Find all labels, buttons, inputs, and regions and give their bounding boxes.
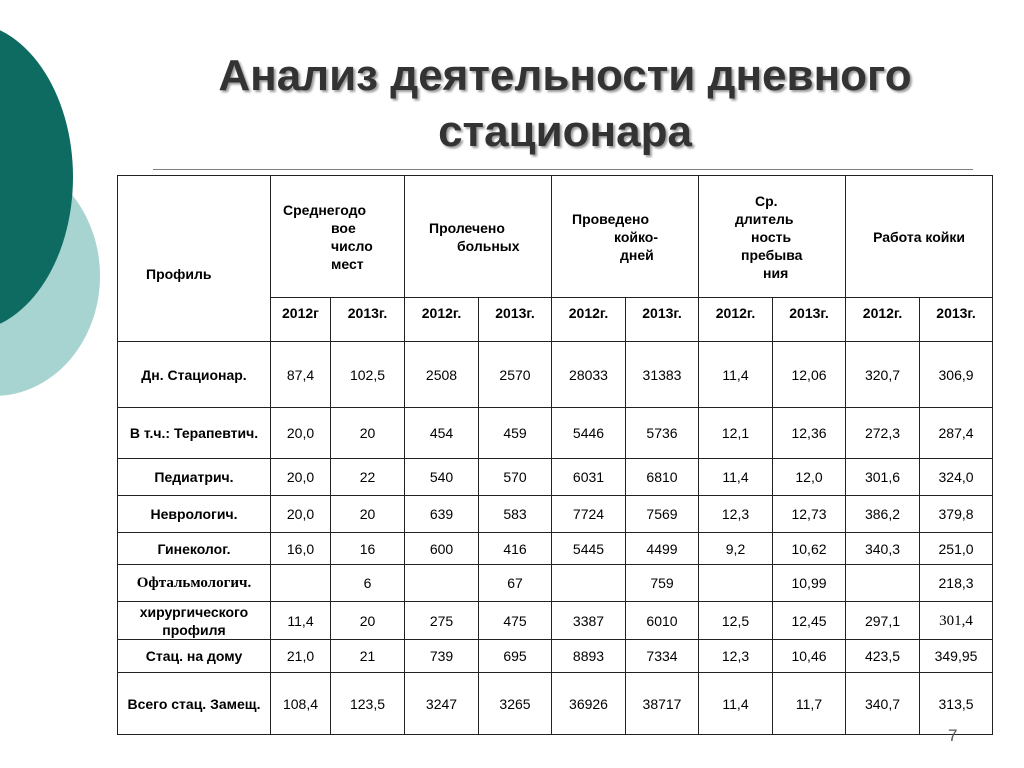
table-cell: 600 — [405, 533, 479, 565]
table-cell: 275 — [405, 602, 479, 640]
header-treated — [405, 176, 552, 298]
table-cell: 9,2 — [699, 533, 773, 565]
table-cell: 36926 — [552, 673, 626, 735]
table-cell: 251,0 — [920, 533, 993, 565]
table-row — [118, 640, 993, 673]
year-header-cell: 2012г. — [846, 298, 920, 342]
year-header-cell: 2013г. — [331, 298, 405, 342]
row-label: хирургического профиля — [118, 602, 271, 640]
table-cell: 8893 — [552, 640, 626, 673]
slide-title — [150, 48, 980, 160]
table-cell: 340,7 — [846, 673, 920, 735]
table-cell: 349,95 — [920, 640, 993, 673]
table-cell: 12,45 — [773, 602, 846, 640]
table-cell: 11,4 — [699, 459, 773, 496]
row-label: Офтальмологич. — [118, 565, 271, 602]
table-cell: 540 — [405, 459, 479, 496]
title-line-1: Анализ деятельности дневного — [218, 51, 912, 100]
row-label: Стац. на дому — [118, 640, 271, 673]
table-cell — [271, 565, 331, 602]
table-cell: 11,4 — [699, 673, 773, 735]
table-cell — [846, 565, 920, 602]
table-cell: 20 — [331, 496, 405, 533]
activity-table — [117, 175, 993, 735]
table-cell: 10,62 — [773, 533, 846, 565]
header-avg-beds-line-1: Среднегодо — [283, 201, 367, 218]
table-cell: 20,0 — [271, 496, 331, 533]
table-cell: 218,3 — [920, 565, 993, 602]
header-avg-stay-line-2: длитель — [735, 210, 794, 227]
header-bed-days-line-2: койко- — [614, 228, 659, 245]
table-cell: 20 — [331, 408, 405, 459]
header-avg-stay-line-1: Ср. — [755, 192, 778, 209]
table-cell: 2508 — [405, 342, 479, 408]
table-cell: 12,1 — [699, 408, 773, 459]
table-cell: 12,73 — [773, 496, 846, 533]
year-header-cell: 2012г. — [552, 298, 626, 342]
table-cell: 7724 — [552, 496, 626, 533]
table-cell: 11,4 — [699, 342, 773, 408]
table-cell — [699, 565, 773, 602]
table-row — [118, 496, 993, 533]
header-avg-stay-line-5: ния — [763, 264, 789, 281]
table-row — [118, 602, 993, 640]
row-label: Дн. Стационар. — [118, 342, 271, 408]
header-row — [118, 176, 993, 298]
header-treated-line-1: Пролечено — [429, 219, 505, 236]
table-cell: 21,0 — [271, 640, 331, 673]
title-line-2: стационара — [438, 107, 692, 156]
table-cell: 123,5 — [331, 673, 405, 735]
table-cell: 6 — [331, 565, 405, 602]
year-header-cell: 2013г. — [479, 298, 552, 342]
table-cell: 739 — [405, 640, 479, 673]
year-header-cell: 2012г. — [699, 298, 773, 342]
row-label: Педиатрич. — [118, 459, 271, 496]
table-cell: 16,0 — [271, 533, 331, 565]
header-profile: Профиль — [118, 176, 271, 342]
table-cell: 12,3 — [699, 640, 773, 673]
table-cell: 570 — [479, 459, 552, 496]
table-row — [118, 342, 993, 408]
table-cell: 306,9 — [920, 342, 993, 408]
row-label: Всего стац. Замещ. — [118, 673, 271, 735]
row-label: В т.ч.: Терапевтич. — [118, 408, 271, 459]
header-treated-line-2: больных — [457, 237, 520, 254]
table-cell: 5736 — [626, 408, 699, 459]
header-bed-work: Работа койки — [846, 176, 993, 298]
year-header-cell: 2013г. — [773, 298, 846, 342]
table-cell: 423,5 — [846, 640, 920, 673]
header-avg-beds-line-2: вое — [331, 219, 356, 236]
table-cell: 10,46 — [773, 640, 846, 673]
row-label: Неврологич. — [118, 496, 271, 533]
table-cell: 386,2 — [846, 496, 920, 533]
table-cell: 31383 — [626, 342, 699, 408]
table-cell: 297,1 — [846, 602, 920, 640]
table-cell: 320,7 — [846, 342, 920, 408]
header-avg-stay-line-3: ность — [751, 228, 792, 245]
table-cell: 87,4 — [271, 342, 331, 408]
table-cell: 22 — [331, 459, 405, 496]
table-cell: 10,99 — [773, 565, 846, 602]
table-cell: 459 — [479, 408, 552, 459]
table-cell: 7334 — [626, 640, 699, 673]
table-cell: 5445 — [552, 533, 626, 565]
table-cell: 102,5 — [331, 342, 405, 408]
table-cell: 20,0 — [271, 408, 331, 459]
header-avg-stay — [699, 176, 846, 298]
header-avg-beds-line-3: число — [331, 237, 373, 254]
table-cell: 67 — [479, 565, 552, 602]
header-bed-days-line-1: Проведено — [572, 210, 650, 227]
table-cell: 3387 — [552, 602, 626, 640]
table-cell: 20,0 — [271, 459, 331, 496]
year-header-cell: 2013г. — [920, 298, 993, 342]
table-cell: 695 — [479, 640, 552, 673]
table-cell: 4499 — [626, 533, 699, 565]
table-cell: 313,5 — [920, 673, 993, 735]
table-cell: 3265 — [479, 673, 552, 735]
table-cell: 416 — [479, 533, 552, 565]
table-cell: 12,36 — [773, 408, 846, 459]
table-row — [118, 408, 993, 459]
table-row — [118, 459, 993, 496]
header-avg-beds-line-4: мест — [331, 255, 364, 272]
table-cell: 454 — [405, 408, 479, 459]
table-cell: 301,6 — [846, 459, 920, 496]
page-number: 7 — [948, 726, 958, 745]
row-label: Гинеколог. — [118, 533, 271, 565]
table-cell: 287,4 — [920, 408, 993, 459]
table-row — [118, 673, 993, 735]
header-bed-days — [552, 176, 699, 298]
table-cell: 6010 — [626, 602, 699, 640]
table-cell: 28033 — [552, 342, 626, 408]
table-cell: 272,3 — [846, 408, 920, 459]
table-row — [118, 565, 993, 602]
table-cell: 38717 — [626, 673, 699, 735]
table-row — [118, 533, 993, 565]
table-cell: 301,4 — [920, 602, 993, 640]
year-header-cell: 2012г. — [405, 298, 479, 342]
year-header-cell: 2012г — [271, 298, 331, 342]
header-bed-days-line-3: дней — [620, 246, 654, 263]
table-cell: 12,3 — [699, 496, 773, 533]
table-cell: 583 — [479, 496, 552, 533]
table-cell: 475 — [479, 602, 552, 640]
table-cell — [405, 565, 479, 602]
table-cell: 6810 — [626, 459, 699, 496]
table-cell: 2570 — [479, 342, 552, 408]
table-cell: 324,0 — [920, 459, 993, 496]
table-cell: 20 — [331, 602, 405, 640]
table-cell: 11,7 — [773, 673, 846, 735]
table-cell: 7569 — [626, 496, 699, 533]
table-cell: 6031 — [552, 459, 626, 496]
table-cell — [552, 565, 626, 602]
header-avg-beds — [271, 176, 405, 298]
table-cell: 108,4 — [271, 673, 331, 735]
year-header-cell: 2013г. — [626, 298, 699, 342]
table-cell: 21 — [331, 640, 405, 673]
table-cell: 16 — [331, 533, 405, 565]
table-cell: 11,4 — [271, 602, 331, 640]
table-cell: 340,3 — [846, 533, 920, 565]
table-cell: 379,8 — [920, 496, 993, 533]
table-cell: 12,0 — [773, 459, 846, 496]
header-avg-stay-line-4: пребыва — [741, 246, 803, 263]
table-cell: 3247 — [405, 673, 479, 735]
table-cell: 12,06 — [773, 342, 846, 408]
table-cell: 12,5 — [699, 602, 773, 640]
table-cell: 5446 — [552, 408, 626, 459]
title-divider — [153, 169, 973, 170]
table-cell: 759 — [626, 565, 699, 602]
table-cell: 639 — [405, 496, 479, 533]
